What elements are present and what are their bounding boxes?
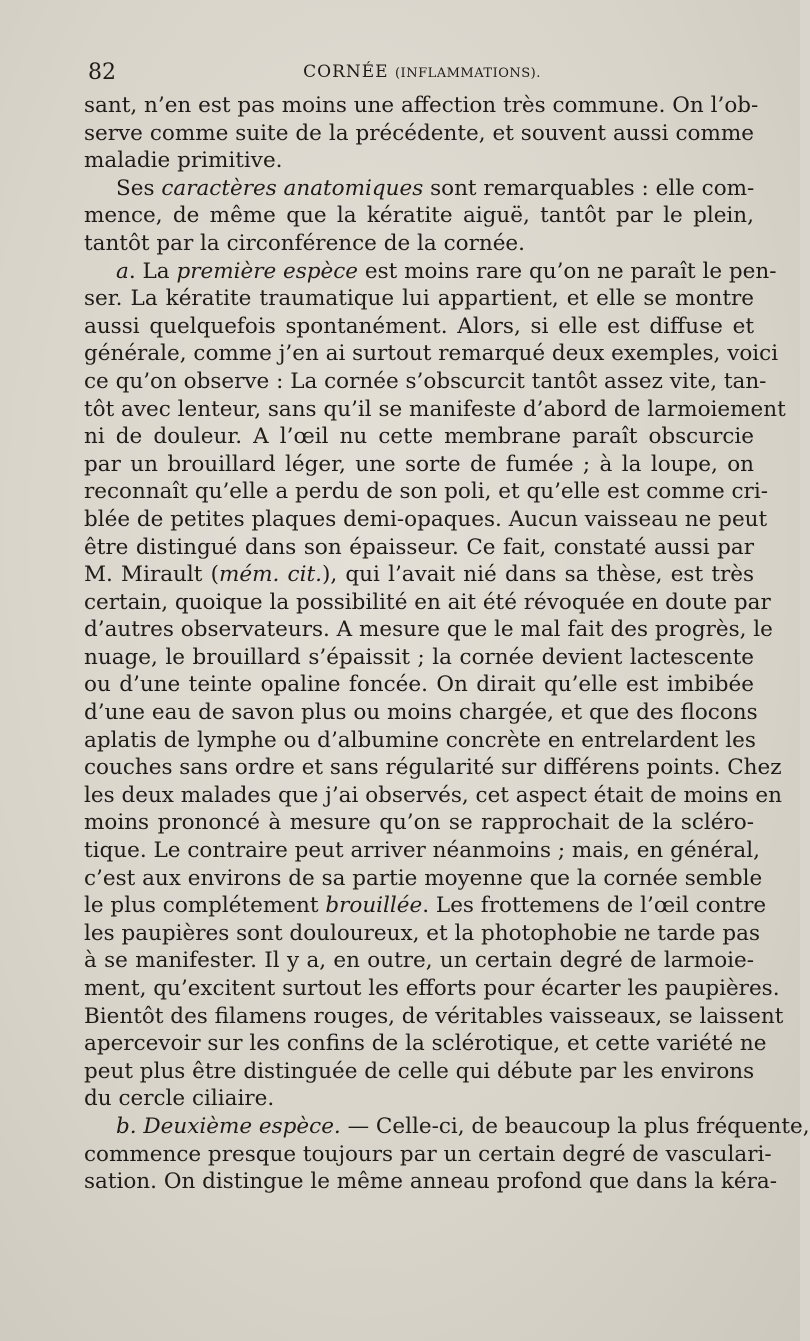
text-line [84, 1141, 772, 1169]
text-run: ), qui l’avait nié dans sa thèse, est très [321, 562, 754, 588]
text-run: nuage, le brouillard s’épaissit ; la cornée devient lactescente [84, 644, 754, 670]
text-line [84, 809, 754, 837]
text-run: aplatis de lymphe ou d’albumine concrète en entrelardent les [84, 727, 756, 753]
text-line [84, 727, 754, 755]
text-line [84, 396, 786, 424]
text-line [84, 230, 754, 258]
text-run: . Les frottemens de l’œil contre [422, 893, 767, 919]
text-line [84, 837, 760, 865]
text-line [84, 147, 754, 175]
text-run: maladie primitive. [84, 148, 283, 174]
text-run: les paupières sont douloureux, et la photophobie ne tarde pas [84, 920, 760, 946]
text-run: ser. La kératite traumatique lui appartient, et elle se montre [84, 286, 754, 312]
text-line [84, 1168, 777, 1196]
italic-text: mém. cit. [219, 562, 322, 588]
text-run: sant, n’en est pas moins une affection très commune. On l’ob- [84, 93, 759, 118]
running-head-subtitle: (INFLAMMATIONS). [394, 66, 541, 81]
text-run: commence presque toujours par un certain degré de vasculari- [84, 1141, 772, 1167]
text-line [84, 1030, 767, 1058]
text-run: sation. On distingue le même anneau profond que dans la kéra- [84, 1169, 777, 1195]
text-line [84, 975, 780, 1003]
text-run: apercevoir sur les confins de la sclérotique, et cette variété ne [84, 1031, 767, 1057]
text-line [84, 423, 754, 451]
text-line [84, 313, 754, 341]
text-run: tantôt par la circonférence de la cornée. [84, 230, 525, 256]
text-run: couches sans ordre et sans régularité sur différens points. Chez [84, 755, 782, 781]
text-run: mence, de même que la kératite aiguë, tantôt par le plein, [84, 203, 754, 229]
text-line [84, 616, 773, 644]
text-line [84, 865, 763, 893]
running-head-title: CORNÉE [303, 62, 389, 82]
text-line [84, 947, 754, 975]
text-run: — Celle-ci, de beaucoup la plus fréquente, [340, 1113, 810, 1139]
text-run: certain, quoique la possibilité en ait été révoquée en doute par [84, 589, 771, 615]
text-line [84, 1085, 754, 1113]
text-run: ce qu’on observe : La cornée s’obscurcit tantôt assez vite, tan- [84, 368, 767, 394]
text-line [84, 644, 754, 672]
text-run: à se manifester. Il y a, en outre, un certain degré de larmoie- [84, 948, 754, 974]
text-line [84, 534, 754, 562]
text-run: ou d’une teinte opaline foncée. On dirait qu’elle est imbibée [84, 672, 754, 698]
text-run: générale, comme j’en ai surtout remarqué deux exemples, voici [84, 341, 779, 367]
text-run: sont remarquables : elle com- [423, 175, 755, 201]
text-run: par un brouillard léger, une sorte de fumée ; à la loupe, on [84, 451, 754, 477]
italic-text: a [116, 258, 129, 284]
text-run: M. Mirault ( [84, 562, 220, 588]
text-run: blée de petites plaques demi-opaques. Aucun vaisseau ne peut [84, 506, 768, 532]
italic-text: première espèce [176, 258, 359, 284]
text-run: peut plus être distinguée de celle qui débute par les environs [84, 1058, 755, 1084]
page-header [88, 60, 756, 94]
text-run: moins prononcé à mesure qu’on se rapprochait de la scléro- [84, 810, 754, 836]
text-line [84, 589, 771, 617]
text-run: le plus complétement [84, 893, 326, 919]
italic-text: brouillée [325, 893, 423, 919]
page-number: 82 [88, 60, 116, 85]
text-line [84, 368, 767, 396]
text-run: est moins rare qu’on ne paraît le pen- [358, 258, 777, 284]
text-line [84, 892, 767, 920]
italic-text: caractères anatomiques [161, 175, 424, 201]
running-head [88, 62, 756, 82]
text-run: être distingué dans son épaisseur. Ce fait, constaté aussi par [84, 534, 754, 560]
italic-text: b. Deuxième espèce. [116, 1113, 341, 1139]
text-line [84, 202, 754, 230]
text-line [84, 258, 777, 286]
body-text [84, 92, 810, 1196]
text-run: du cercle ciliaire. [84, 1086, 275, 1112]
text-line [84, 92, 759, 120]
text-line [84, 478, 768, 506]
text-line [84, 782, 782, 810]
text-run: tôt avec lenteur, sans qu’il se manifeste d’abord de larmoiement [84, 396, 786, 422]
text-run: d’autres observateurs. A mesure que le mal fait des progrès, le [84, 617, 773, 643]
text-line [84, 671, 754, 699]
text-run: aussi quelquefois spontanément. Alors, si elle est diffuse et [84, 313, 754, 339]
text-line [84, 1003, 784, 1031]
text-run: Ses [116, 175, 162, 201]
text-run: ni de douleur. A l’œil nu cette membrane paraît obscurcie [84, 424, 754, 450]
text-line [84, 506, 768, 534]
text-line [84, 120, 754, 148]
text-line [84, 920, 760, 948]
text-run: d’une eau de savon plus ou moins chargée, et que des flocons [84, 700, 758, 726]
text-run: reconnaît qu’elle a perdu de son poli, et qu’elle est comme cri- [84, 479, 768, 505]
text-line [84, 754, 782, 782]
text-run: c’est aux environs de sa partie moyenne que la cornée semble [84, 865, 763, 891]
text-line [84, 340, 779, 368]
text-line [84, 451, 754, 479]
text-line [84, 561, 754, 589]
text-run: Bientôt des filamens rouges, de véritables vaisseaux, se laissent [84, 1003, 784, 1029]
text-run: . La [128, 258, 177, 284]
text-run: tique. Le contraire peut arriver néanmoins ; mais, en général, [84, 838, 760, 864]
text-line [84, 699, 758, 727]
text-run: ment, qu’excitent surtout les efforts pour écarter les paupières. [84, 976, 780, 1001]
text-run: les deux malades que j’ai observés, cet aspect était de moins en [84, 782, 782, 808]
text-line [84, 175, 754, 203]
text-line [84, 1113, 810, 1141]
text-line [84, 1058, 754, 1086]
text-line [84, 285, 754, 313]
text-run: serve comme suite de la précédente, et souvent aussi comme [84, 120, 754, 146]
